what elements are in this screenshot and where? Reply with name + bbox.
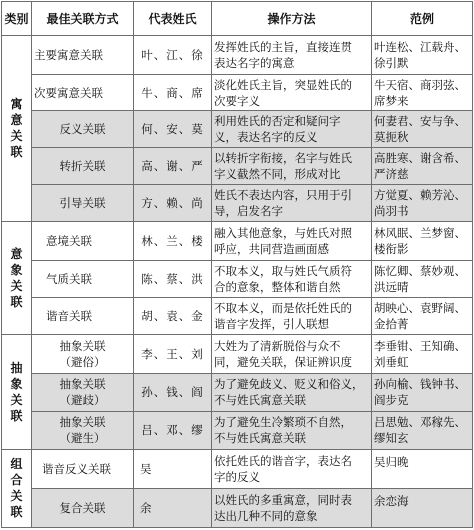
category-char: 联 <box>10 145 23 160</box>
category-char: 寓 <box>10 97 23 112</box>
method-cell: 发挥姓氏的主旨，直接连贯 表达名字的寓意 <box>212 36 372 75</box>
header-example: 范例 <box>372 2 473 36</box>
table-row <box>2 75 473 111</box>
table-row <box>2 334 473 373</box>
category-char: 象 <box>10 376 23 391</box>
table-row <box>2 184 473 221</box>
category-char: 抽 <box>10 360 23 375</box>
category-char: 关 <box>10 392 23 407</box>
names-cell: 胡、袁、金 <box>134 297 212 334</box>
type-cell: 抽象关联 （避俗） <box>32 334 134 373</box>
example-cell: 李垂钳、王知确、 刘垂虹 <box>372 334 473 373</box>
type-cell: 抽象关联 （避生） <box>32 411 134 449</box>
names-cell: 方、赖、尚 <box>134 184 212 221</box>
method-cell: 姓氏不表达内容，只用于引 导，启发名字 <box>212 184 372 221</box>
method-cell: 以姓氏的多重寓意，同时表 达出几种不同的意象 <box>212 488 372 527</box>
type-cell: 转折关联 <box>32 147 134 184</box>
category-char: 关 <box>10 489 23 504</box>
example-cell: 胡映心、袁野阔、 金拾菁 <box>372 297 473 334</box>
category-char: 联 <box>10 294 23 309</box>
type-cell: 气质关联 <box>32 260 134 297</box>
table-row <box>2 221 473 260</box>
surname-association-table <box>1 1 473 528</box>
category-cell <box>2 36 32 222</box>
names-cell: 林、兰、楼 <box>134 221 212 260</box>
names-cell: 孙、钱、阎 <box>134 373 212 411</box>
category-char: 合 <box>10 473 23 488</box>
names-cell: 叶、江、徐 <box>134 36 212 75</box>
table-row <box>2 147 473 184</box>
table-row <box>2 110 473 147</box>
example-cell: 高胜寒、谢含希、 严济慈 <box>372 147 473 184</box>
type-cell: 复合关联 <box>32 488 134 527</box>
type-cell: 主要寓意关联 <box>32 36 134 75</box>
names-cell: 李、王、刘 <box>134 334 212 373</box>
example-cell: 陈忆卿、蔡妙观、 洪远晴 <box>372 260 473 297</box>
table-row <box>2 488 473 527</box>
names-cell: 陈、蔡、洪 <box>134 260 212 297</box>
category-char: 关 <box>10 129 23 144</box>
table-row <box>2 297 473 334</box>
type-cell: 意境关联 <box>32 221 134 260</box>
category-cell <box>2 449 32 527</box>
type-cell: 谐音反义关联 <box>32 449 134 488</box>
method-cell: 不取本义，而是依托姓氏的 谐音字发挥，引人联想 <box>212 297 372 334</box>
names-cell: 吴 <box>134 449 212 488</box>
names-cell: 牛、商、席 <box>134 75 212 111</box>
example-cell: 叶连松、江载舟、 徐引默 <box>372 36 473 75</box>
table-row <box>2 36 473 75</box>
type-cell: 反义关联 <box>32 110 134 147</box>
example-cell: 吴归晚 <box>372 449 473 488</box>
method-cell: 淡化姓氏主旨，突显姓氏的 次要字义 <box>212 75 372 111</box>
example-cell: 余恋海 <box>372 488 473 527</box>
category-char: 联 <box>10 408 23 423</box>
method-cell: 依托姓氏的谐音字，表达名 字的反义 <box>212 449 372 488</box>
example-cell: 孙向榆、钱钟书、 阎步克 <box>372 373 473 411</box>
method-cell: 以转折字衔接，名字与姓氏 字义截然不同，形成对比 <box>212 147 372 184</box>
type-cell: 次要寓意关联 <box>32 75 134 111</box>
method-cell: 大姓为了清新脱俗与众不 同，避免关联，保证辨识度 <box>212 334 372 373</box>
header-method: 操作方法 <box>212 2 372 36</box>
category-char: 意 <box>10 113 23 128</box>
category-char: 关 <box>10 278 23 293</box>
header-category: 类别 <box>2 2 32 36</box>
method-cell: 利用姓氏的否定和疑问字 义，表达名字的反义 <box>212 110 372 147</box>
table-row <box>2 449 473 488</box>
category-cell <box>2 334 32 449</box>
table-row <box>2 260 473 297</box>
header-row <box>2 2 473 36</box>
method-cell: 为了避免生冷繁琐不自然， 不与姓氏寓意关联 <box>212 411 372 449</box>
names-cell: 吕、邓、缪 <box>134 411 212 449</box>
category-char: 组 <box>10 457 23 472</box>
type-cell: 抽象关联 （避歧） <box>32 373 134 411</box>
names-cell: 何、安、莫 <box>134 110 212 147</box>
category-char: 意 <box>10 246 23 261</box>
method-cell: 为了避免歧义、贬义和俗义， 不与姓氏寓意关联 <box>212 373 372 411</box>
names-cell: 高、谢、严 <box>134 147 212 184</box>
table-row <box>2 373 473 411</box>
category-char: 联 <box>10 505 23 520</box>
example-cell: 林风眠、兰梦窗、 楼衔影 <box>372 221 473 260</box>
header-names: 代表姓氏 <box>134 2 212 36</box>
example-cell: 吕思勉、邓稼先、 缪知玄 <box>372 411 473 449</box>
table-row <box>2 411 473 449</box>
example-cell: 方觉夏、赖芳沁、 尚羽书 <box>372 184 473 221</box>
example-cell: 何妻君、安与争、 莫扼秋 <box>372 110 473 147</box>
category-char: 象 <box>10 262 23 277</box>
header-type: 最佳关联方式 <box>32 2 134 36</box>
type-cell: 引导关联 <box>32 184 134 221</box>
method-cell: 不取本义，取与姓氏气质符 合的意象，整体和谐自然 <box>212 260 372 297</box>
method-cell: 融入其他意象，与姓氏对照 呼应，共同营造画面感 <box>212 221 372 260</box>
example-cell: 牛天宿、商羽弦、 席梦来 <box>372 75 473 111</box>
category-cell <box>2 221 32 334</box>
type-cell: 谐音关联 <box>32 297 134 334</box>
names-cell: 余 <box>134 488 212 527</box>
